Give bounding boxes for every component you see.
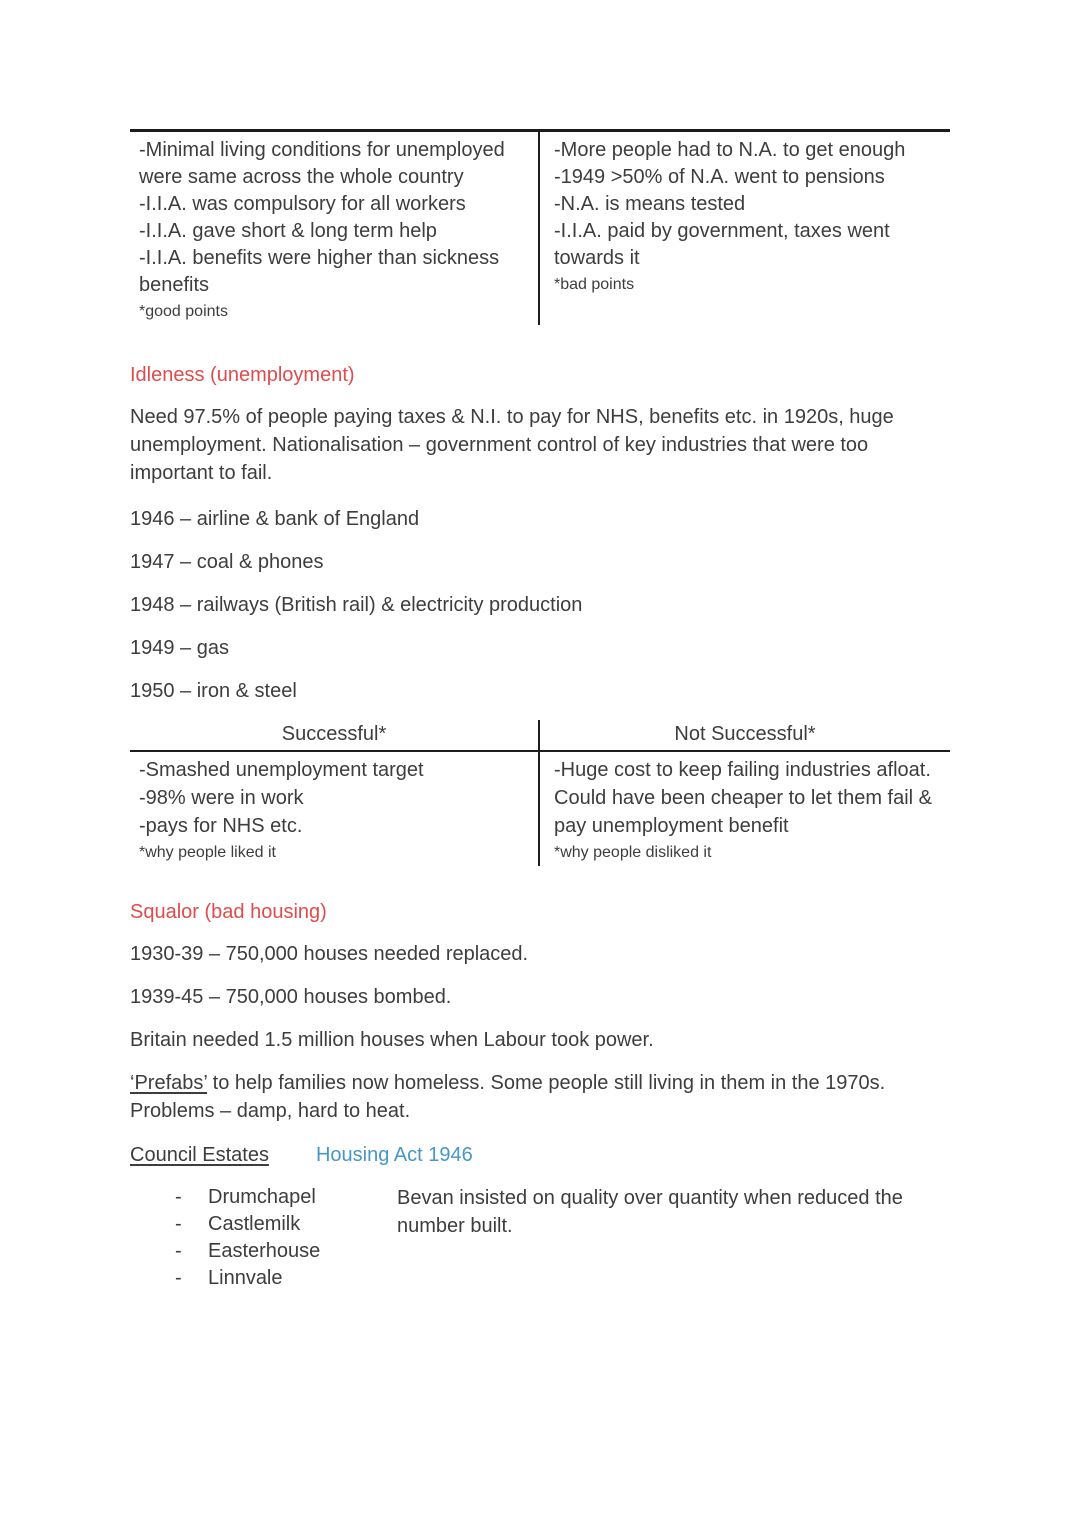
nationalisation-success-table (130, 720, 950, 866)
prefabs-paragraph (130, 1069, 926, 1125)
insurance-bad-points-cell (540, 132, 950, 325)
prefabs-paragraph-text: to help families now homeless. Some people still living in them in the 1970s. Problems – damp, hard to heat. (130, 1072, 886, 1122)
table-bullet: -98% were in work (139, 787, 304, 809)
table-bullet: -pays for NHS etc. (139, 815, 303, 837)
prefabs-term: ‘Prefabs’ (130, 1072, 208, 1094)
squalor-heading: Squalor (bad housing) (130, 901, 327, 923)
list-item (130, 1265, 950, 1292)
successful-column (130, 720, 540, 866)
housing-fact-1930s: 1930-39 – 750,000 houses needed replaced. (130, 943, 529, 965)
table-bullet: -I.I.A. gave short & long term help (139, 220, 437, 242)
nationalisation-timeline-1949: 1949 – gas (130, 637, 229, 659)
table-bullet: -Minimal living conditions for unemployed were same across the whole country (139, 139, 505, 188)
table-bullet: -1949 >50% of N.A. went to pensions (554, 166, 885, 188)
table-bullet: -I.I.A. was compulsory for all workers (139, 193, 466, 215)
housing-act-link[interactable]: Housing Act 1946 (315, 1144, 473, 1166)
nationalisation-timeline-1947: 1947 – coal & phones (130, 551, 324, 573)
not-successful-cell (540, 752, 950, 866)
estate-name: Easterhouse (208, 1240, 321, 1262)
liked-note: *why people liked it (139, 844, 276, 861)
table-bullet: -Smashed unemployment target (139, 759, 424, 781)
page-content (130, 129, 950, 1292)
successful-cell (130, 752, 538, 866)
idleness-heading: Idleness (unemployment) (130, 364, 355, 386)
disliked-note: *why people disliked it (554, 844, 712, 861)
estate-name: Linnvale (208, 1267, 283, 1289)
housing-fact-labour: Britain needed 1.5 million houses when Labour took power. (130, 1029, 654, 1051)
nationalisation-timeline-1948: 1948 – railways (British rail) & electricity production (130, 594, 583, 616)
table-bullet: -I.I.A. paid by government, taxes went towards it (554, 220, 890, 269)
idleness-intro-paragraph: Need 97.5% of people paying taxes & N.I. to pay for NHS, benefits etc. in 1920s, huge unemployment. Nationalisation – government control of key industries that were too important to fail. (130, 406, 894, 484)
housing-fact-1939-45: 1939-45 – 750,000 houses bombed. (130, 986, 452, 1008)
table-bullet: -More people had to N.A. to get enough (554, 139, 906, 161)
not-successful-column (540, 720, 950, 866)
good-points-note: *good points (139, 303, 228, 320)
council-estates-section (130, 1184, 950, 1292)
council-estates-header-row (130, 1141, 950, 1169)
list-dash: - (175, 1186, 182, 1208)
not-successful-header: Not Successful* (540, 720, 950, 752)
table-bullet: -Huge cost to keep failing industries afloat. Could have been cheaper to let them fail & pay unemployment benefit (554, 759, 933, 837)
table-bullet: -I.I.A. benefits were higher than sickness benefits (139, 247, 500, 296)
estate-name: Drumchapel (208, 1186, 316, 1208)
estate-name: Castlemilk (208, 1213, 301, 1235)
successful-header: Successful* (130, 720, 538, 752)
list-dash: - (175, 1213, 182, 1235)
insurance-good-points-cell (130, 132, 540, 325)
bad-points-note: *bad points (554, 276, 635, 293)
council-estates-heading: Council Estates (130, 1144, 269, 1166)
nationalisation-timeline-1950: 1950 – iron & steel (130, 680, 297, 702)
insurance-points-table (130, 129, 950, 325)
list-dash: - (175, 1240, 182, 1262)
bevan-quality-note: Bevan insisted on quality over quantity when reduced the number built. (397, 1187, 903, 1237)
list-item (130, 1238, 950, 1265)
nationalisation-timeline-1946: 1946 – airline & bank of England (130, 508, 420, 530)
list-dash: - (175, 1267, 182, 1289)
table-bullet: -N.A. is means tested (554, 193, 746, 215)
